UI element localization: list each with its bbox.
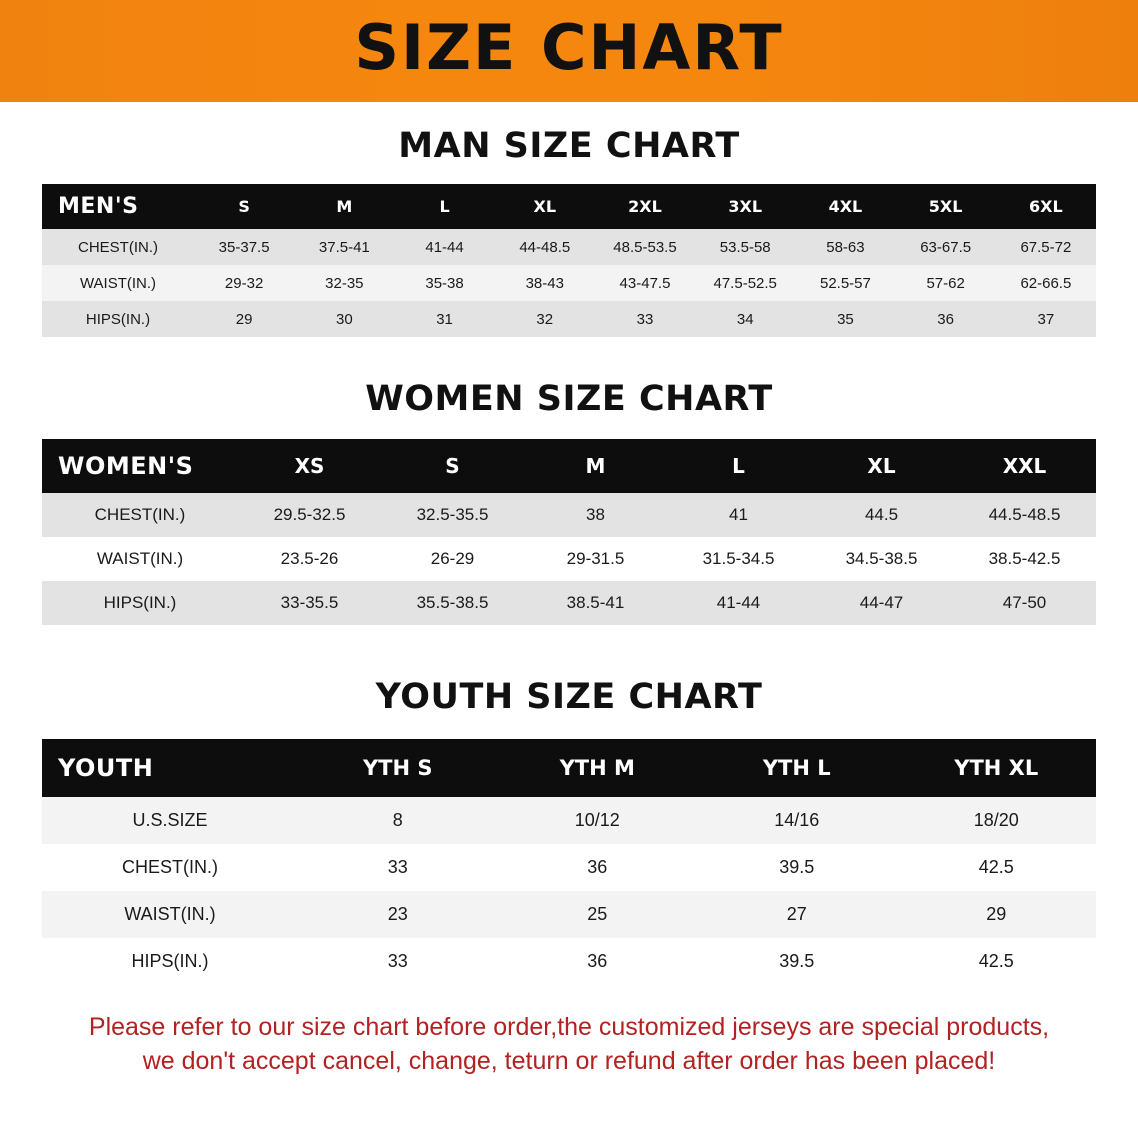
women-row-header-label: WOMEN'S <box>42 439 238 493</box>
table-row <box>42 891 1096 938</box>
man-chest-6: 58-63 <box>795 229 895 265</box>
man-chest-1: 37.5-41 <box>294 229 394 265</box>
youth-ussize-0: 8 <box>298 797 498 844</box>
youth-waist-2: 27 <box>697 891 897 938</box>
man-waist-3: 38-43 <box>495 265 595 301</box>
women-waist-5: 38.5-42.5 <box>953 537 1096 581</box>
youth-size-table <box>42 739 1096 985</box>
youth-ussize-3: 18/20 <box>897 797 1097 844</box>
man-row-label-chest: CHEST(IN.) <box>42 229 194 265</box>
man-chest-8: 67.5-72 <box>996 229 1096 265</box>
man-chest-2: 41-44 <box>394 229 494 265</box>
women-col-3: L <box>667 439 810 493</box>
women-table-wrapper <box>0 439 1138 625</box>
youth-chest-2: 39.5 <box>697 844 897 891</box>
women-chest-3: 41 <box>667 493 810 537</box>
man-table-head <box>42 184 1096 229</box>
man-col-5: 3XL <box>695 184 795 229</box>
youth-hips-2: 39.5 <box>697 938 897 985</box>
women-table-head <box>42 439 1096 493</box>
man-table-wrapper <box>0 184 1138 337</box>
women-waist-3: 31.5-34.5 <box>667 537 810 581</box>
women-col-0: XS <box>238 439 381 493</box>
women-col-1: S <box>381 439 524 493</box>
youth-row-label-waist: WAIST(IN.) <box>42 891 298 938</box>
table-row <box>42 265 1096 301</box>
man-hips-3: 32 <box>495 301 595 337</box>
women-chest-1: 32.5-35.5 <box>381 493 524 537</box>
man-col-2: L <box>394 184 494 229</box>
women-chest-4: 44.5 <box>810 493 953 537</box>
man-col-6: 4XL <box>795 184 895 229</box>
youth-row-label-ussize: U.S.SIZE <box>42 797 298 844</box>
youth-hips-3: 42.5 <box>897 938 1097 985</box>
man-col-4: 2XL <box>595 184 695 229</box>
youth-hips-0: 33 <box>298 938 498 985</box>
man-row-label-waist: WAIST(IN.) <box>42 265 194 301</box>
youth-chest-3: 42.5 <box>897 844 1097 891</box>
man-chest-7: 63-67.5 <box>896 229 996 265</box>
man-waist-8: 62-66.5 <box>996 265 1096 301</box>
man-waist-2: 35-38 <box>394 265 494 301</box>
women-hips-3: 41-44 <box>667 581 810 625</box>
man-hips-6: 35 <box>795 301 895 337</box>
table-header-row <box>42 439 1096 493</box>
man-size-table <box>42 184 1096 337</box>
man-hips-8: 37 <box>996 301 1096 337</box>
table-row <box>42 537 1096 581</box>
man-col-7: 5XL <box>896 184 996 229</box>
women-col-4: XL <box>810 439 953 493</box>
man-col-1: M <box>294 184 394 229</box>
man-hips-1: 30 <box>294 301 394 337</box>
man-hips-0: 29 <box>194 301 294 337</box>
women-waist-0: 23.5-26 <box>238 537 381 581</box>
man-hips-4: 33 <box>595 301 695 337</box>
disclaimer-line-2: we don't accept cancel, change, teturn or refund after order has been placed! <box>142 1046 996 1075</box>
man-hips-7: 36 <box>896 301 996 337</box>
youth-section-title: YOUTH SIZE CHART <box>375 677 763 717</box>
man-col-8: 6XL <box>996 184 1096 229</box>
table-row <box>42 229 1096 265</box>
women-hips-0: 33-35.5 <box>238 581 381 625</box>
youth-table-head <box>42 739 1096 797</box>
youth-col-3: YTH XL <box>897 739 1097 797</box>
women-hips-4: 44-47 <box>810 581 953 625</box>
women-waist-4: 34.5-38.5 <box>810 537 953 581</box>
women-hips-1: 35.5-38.5 <box>381 581 524 625</box>
youth-col-0: YTH S <box>298 739 498 797</box>
youth-waist-0: 23 <box>298 891 498 938</box>
man-col-0: S <box>194 184 294 229</box>
table-row <box>42 797 1096 844</box>
man-waist-1: 32-35 <box>294 265 394 301</box>
disclaimer-line-1: Please refer to our size chart before order,the customized jerseys are special products, <box>88 1013 1050 1041</box>
page-banner <box>0 0 1138 102</box>
women-size-table <box>42 439 1096 625</box>
women-col-5: XXL <box>953 439 1096 493</box>
man-section-title: MAN SIZE CHART <box>398 126 740 166</box>
man-waist-5: 47.5-52.5 <box>695 265 795 301</box>
man-waist-4: 43-47.5 <box>595 265 695 301</box>
man-chest-3: 44-48.5 <box>495 229 595 265</box>
youth-col-1: YTH M <box>498 739 698 797</box>
man-col-3: XL <box>495 184 595 229</box>
youth-ussize-2: 14/16 <box>697 797 897 844</box>
youth-row-label-chest: CHEST(IN.) <box>42 844 298 891</box>
women-chest-5: 44.5-48.5 <box>953 493 1096 537</box>
page-title: SIZE CHART <box>354 11 784 84</box>
youth-table-body <box>42 797 1096 985</box>
table-row <box>42 301 1096 337</box>
youth-hips-1: 36 <box>498 938 698 985</box>
man-hips-5: 34 <box>695 301 795 337</box>
women-waist-1: 26-29 <box>381 537 524 581</box>
man-waist-6: 52.5-57 <box>795 265 895 301</box>
youth-waist-3: 29 <box>897 891 1097 938</box>
women-hips-2: 38.5-41 <box>524 581 667 625</box>
man-waist-0: 29-32 <box>194 265 294 301</box>
youth-row-header-label: YOUTH <box>42 739 298 797</box>
women-section-title: WOMEN SIZE CHART <box>365 379 773 419</box>
table-row <box>42 581 1096 625</box>
women-row-label-waist: WAIST(IN.) <box>42 537 238 581</box>
man-hips-2: 31 <box>394 301 494 337</box>
man-chest-4: 48.5-53.5 <box>595 229 695 265</box>
youth-ussize-1: 10/12 <box>498 797 698 844</box>
women-col-2: M <box>524 439 667 493</box>
man-table-body <box>42 229 1096 337</box>
man-row-header-label: MEN'S <box>42 184 194 229</box>
man-chest-0: 35-37.5 <box>194 229 294 265</box>
women-hips-5: 47-50 <box>953 581 1096 625</box>
man-chest-5: 53.5-58 <box>695 229 795 265</box>
youth-col-2: YTH L <box>697 739 897 797</box>
youth-table-wrapper <box>0 739 1138 985</box>
women-waist-2: 29-31.5 <box>524 537 667 581</box>
disclaimer-note <box>34 1011 1104 1079</box>
women-chest-0: 29.5-32.5 <box>238 493 381 537</box>
youth-waist-1: 25 <box>498 891 698 938</box>
youth-chest-0: 33 <box>298 844 498 891</box>
table-row <box>42 844 1096 891</box>
women-table-body <box>42 493 1096 625</box>
table-header-row <box>42 184 1096 229</box>
man-waist-7: 57-62 <box>896 265 996 301</box>
table-row <box>42 493 1096 537</box>
youth-row-label-hips: HIPS(IN.) <box>42 938 298 985</box>
women-row-label-hips: HIPS(IN.) <box>42 581 238 625</box>
man-row-label-hips: HIPS(IN.) <box>42 301 194 337</box>
table-header-row <box>42 739 1096 797</box>
women-chest-2: 38 <box>524 493 667 537</box>
youth-chest-1: 36 <box>498 844 698 891</box>
table-row <box>42 938 1096 985</box>
women-row-label-chest: CHEST(IN.) <box>42 493 238 537</box>
